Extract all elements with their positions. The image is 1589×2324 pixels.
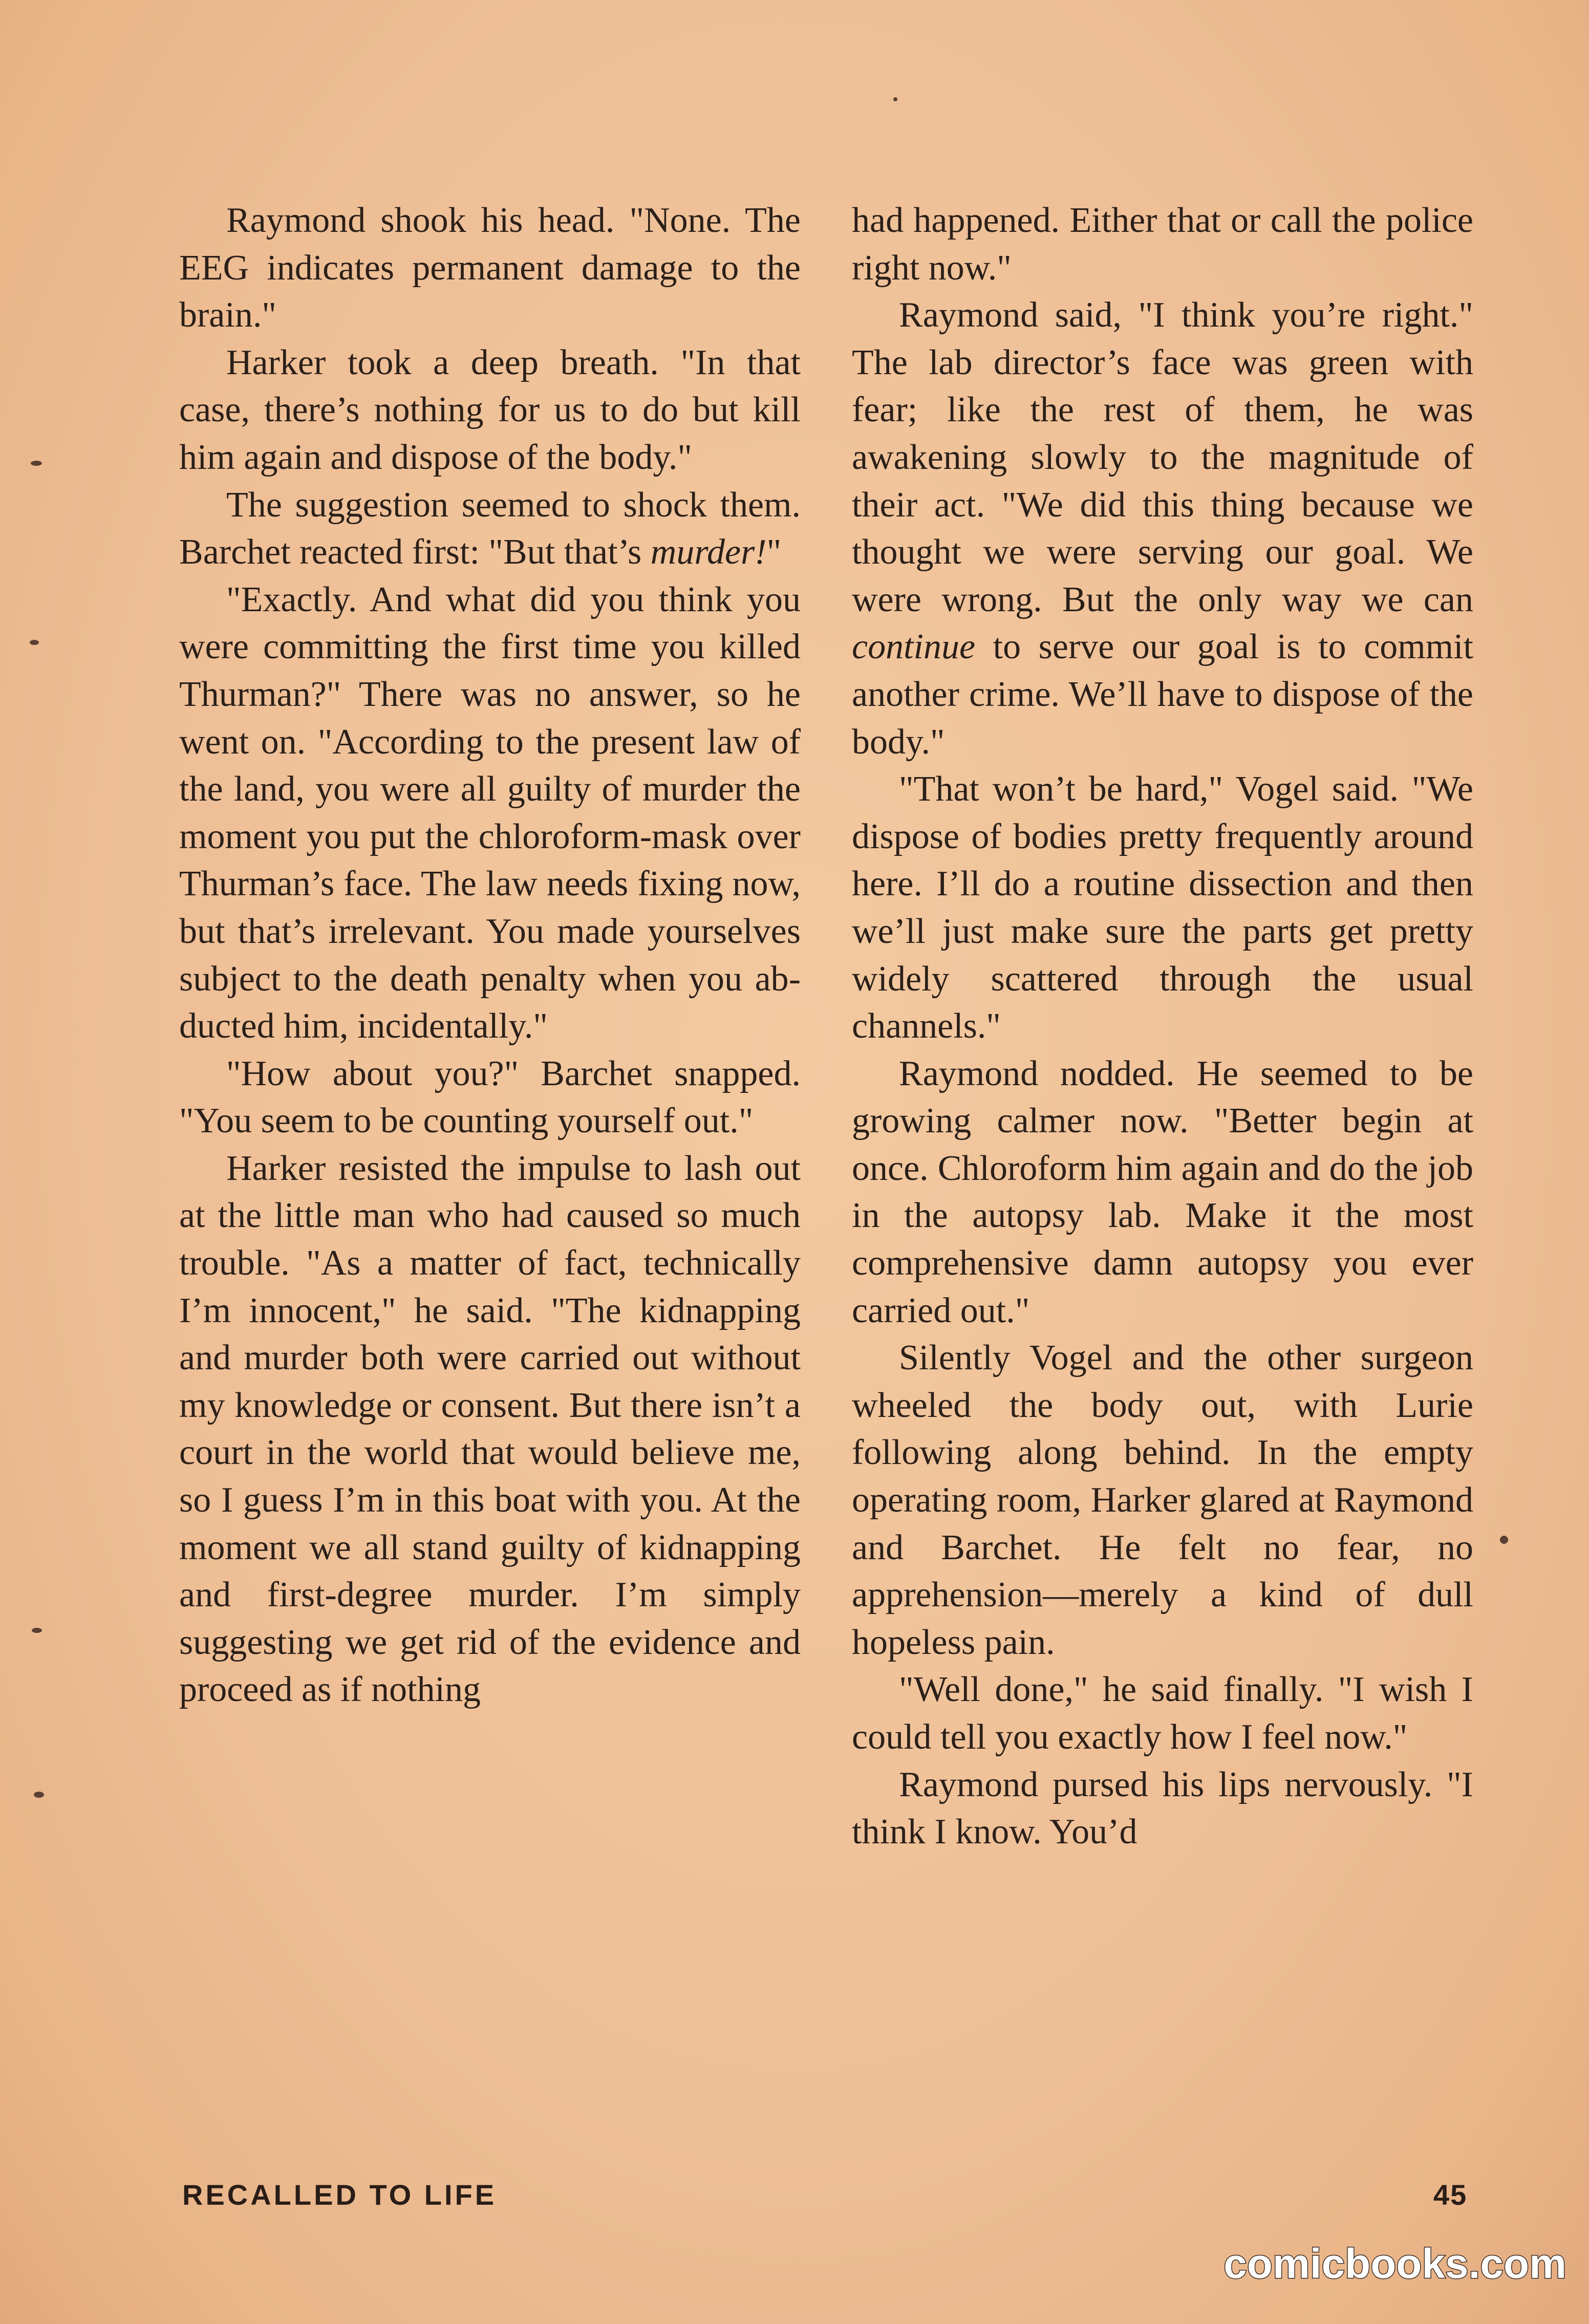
paragraph [179,1050,801,1145]
page-number: 45 [1433,2179,1468,2211]
paragraph [852,1666,1473,1761]
paragraph-text: "Exactly. And what did you think you were committing the first time you killed Thurman?" There was no answer, so he went on. "According to the present law of the land, you were all guilty of murder the moment you put the chloroform-mask over Thurman’s face. The law needs fixing now, but that’s irrelevant. You made yourselves subject to the death penalty when you abducted him, incidentally." [179,579,801,1046]
binding-mark [32,1628,42,1633]
paragraph-text: Harker took a deep breath. "In that case, there’s nothing for us to do but kill him again and dispose of the body." [179,342,801,477]
paragraph-text: Silently Vogel and the other surgeon wheeled the body out, with Lurie following along behind. In the empty operating room, Harker glared at Raymond and Barchet. He felt no fear, no apprehension—merely a kind of dull hopeless pain. [852,1338,1473,1662]
paragraph [852,1335,1473,1666]
paragraph-text: Raymond said, "I think you’re right." The lab director’s face was green with fear; like the rest of them, he was awakening slowly to the magnitude of their act. "We did this thing because we thought we were serving our goal. We were wrong. But the only way we can [852,295,1473,619]
paragraph-text: had happened. Either that or call the police right now." [852,201,1473,288]
paragraph-text: The suggestion seemed to shock them. Barchet reacted first: "But that’s [179,485,801,572]
paragraph [852,292,1473,766]
paragraph [179,576,801,1050]
print-speck [1500,1536,1508,1544]
running-title: RECALLED TO LIFE [182,2179,497,2211]
binding-mark [30,640,39,645]
paragraph [852,766,1473,1050]
paragraph [852,197,1473,292]
paragraph [179,339,801,482]
paragraph-text: "That won’t be hard," Vogel said. "We dispose of bodies pretty frequently around here. I’ll do a routine dissection and then we’ll just make sure the parts get pretty widely scattered through the usual channels." [852,769,1473,1046]
paragraph [179,197,801,339]
binding-mark [34,1792,44,1798]
print-speck [893,97,897,101]
paragraph-text: Raymond shook his head. "None. The EEG indicates permanent damage to the brain." [179,201,801,335]
paragraph-text: to serve our goal is to commit another crime. We’ll have to dispose of the body." [852,627,1473,762]
paragraph [852,1761,1473,1856]
paragraph-text: Harker resisted the impulse to lash out at the little man who had caused so much trouble. "As a matter of fact, technically I’m innocent," he said. "The kidnapping and murder both were carried out without my knowledge or consent. But there isn’t a court in the world that would believe me, so I guess I’m in this boat with you. At the moment we all stand guilty of kidnapping and first-degree murder. I’m simply suggesting we get rid of the evidence and proceed as if nothing [179,1148,801,1710]
emphasized-word: continue [852,627,976,667]
paragraph [852,1050,1473,1335]
paragraph-text: Raymond nodded. He seemed to be growing calmer now. "Better begin at once. Chloroform him again and do the job in the autopsy lab. Make it the most comprehensive damn autopsy you ever carried out." [852,1053,1473,1330]
paragraph-text: Raymond pursed his lips nervously. "I think I know. You’d [852,1764,1473,1852]
paragraph-text: "Well done," he said finally. "I wish I could tell you exactly how I feel now." [852,1670,1473,1757]
paragraph [179,1145,801,1714]
paragraph-text: "How about you?" Barchet snapped. "You seem to be counting yourself out." [179,1053,801,1141]
binding-mark [31,461,42,466]
right-text-column [852,197,1473,1856]
emphasized-word: murder! [650,532,767,572]
paragraph-text: " [766,532,782,572]
left-text-column [179,197,801,1714]
watermark-text: comicbooks.com [1223,2241,1566,2287]
paragraph [179,482,801,576]
watermark-logo [1172,2227,1572,2298]
